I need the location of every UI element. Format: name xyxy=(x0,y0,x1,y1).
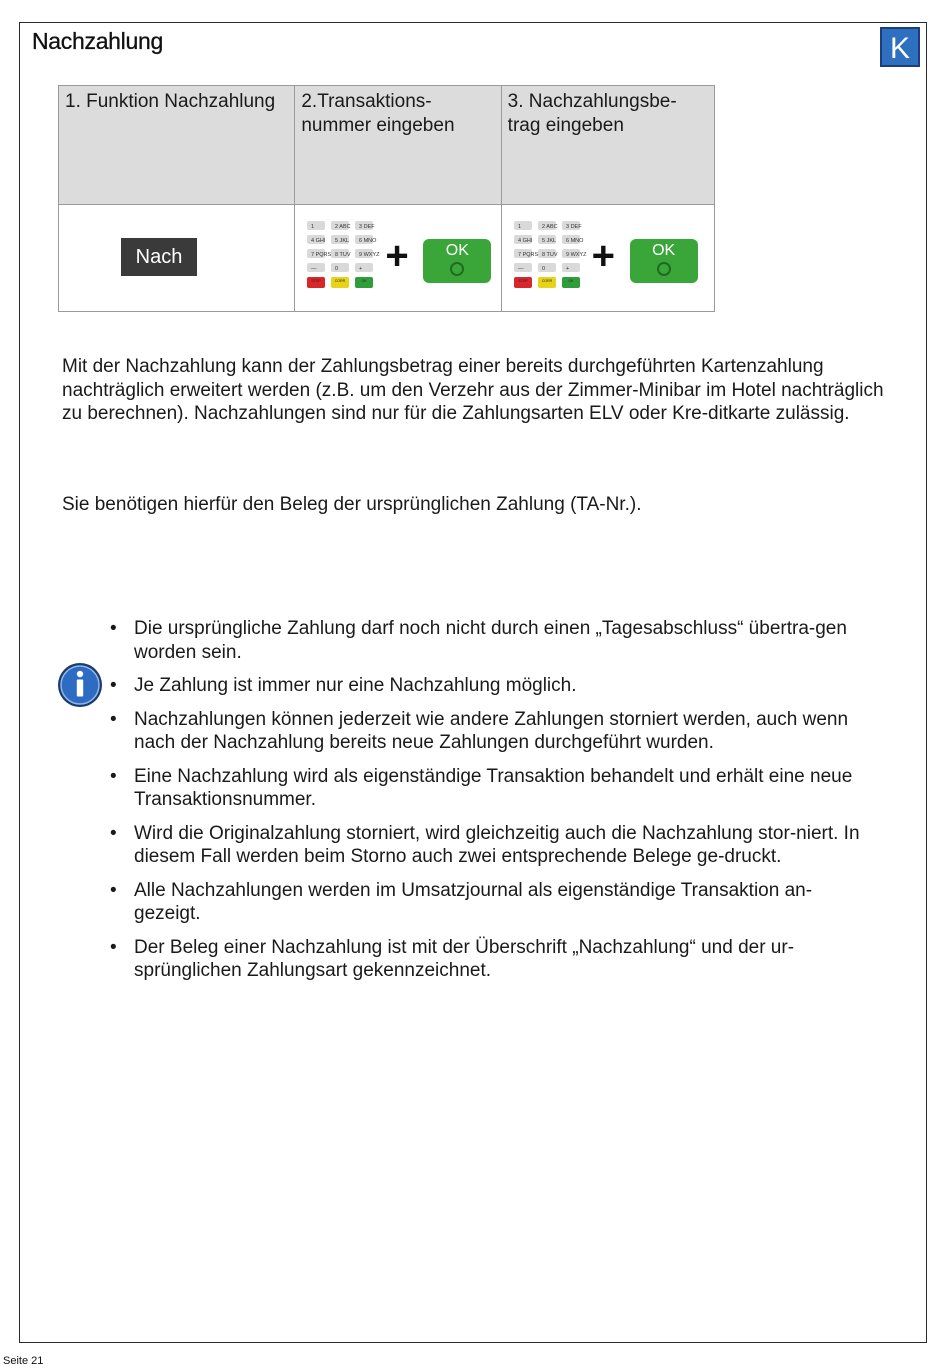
keypad-key-label: 3 DEF xyxy=(359,224,375,230)
keypad-key-label: 8 TUV xyxy=(541,252,558,258)
list-item xyxy=(110,708,870,755)
keypad-key-label: + xyxy=(565,266,569,272)
keypad-key-label: 0 xyxy=(541,266,545,272)
bullet-icon: • xyxy=(110,765,117,787)
page-number: Seite 21 xyxy=(3,1355,44,1367)
step-header-2 xyxy=(295,86,501,205)
bullet-icon: • xyxy=(110,708,117,730)
bullet-icon: • xyxy=(110,936,117,958)
note-text: Alle Nachzahlungen werden im Umsatzjournal als eigenständige Transaktion an-gezeigt. xyxy=(134,879,813,924)
keypad-key-label: 7 PQRS xyxy=(517,252,538,258)
keypad-key-label: 8 TUV xyxy=(335,252,351,258)
ok-ring-icon xyxy=(450,262,464,276)
note-text: Nachzahlungen können jederzeit wie andere Zahlungen storniert werden, auch wenn nach der Nachzahlung bereits neue Zahlungen durchgeführt wurden. xyxy=(134,708,849,753)
list-item xyxy=(110,765,870,812)
list-item xyxy=(110,617,870,664)
keypad-function-key-label: OK xyxy=(361,279,367,283)
keypad-key xyxy=(562,263,580,272)
intro-paragraph: Mit der Nachzahlung kann der Zahlungsbetrag einer bereits durchgeführten Kartenzahlung nachträglich erweitert werden (z.B. um den Verzehr aus der Zimmer-Minibar im Hotel nachträglich zu berechnen). Nachzahlungen sind nur für die Zahlungsarten ELV oder Kre-ditkarte zulässig. xyxy=(62,356,884,424)
requirement-paragraph: Sie benötigen hierfür den Beleg der ursprünglichen Zahlung (TA-Nr.). xyxy=(62,494,642,515)
keypad-key xyxy=(307,221,325,230)
keypad-icon[interactable] xyxy=(305,219,380,291)
keypad-key-label: 2 ABC xyxy=(335,224,351,230)
steps-table xyxy=(58,85,715,312)
logo-letter: K xyxy=(889,32,911,65)
keypad-key-label: — xyxy=(517,266,524,272)
step-image-1 xyxy=(59,205,295,312)
bullet-icon: • xyxy=(110,822,117,844)
keypad-function-key-label: STOP xyxy=(311,279,322,283)
keypad-key xyxy=(331,263,349,272)
bullet-icon: • xyxy=(110,618,117,639)
keypad-key-label: 7 PQRS xyxy=(311,252,332,258)
step-header-3 xyxy=(501,86,714,205)
keypad-key-label: 4 GHI xyxy=(311,238,326,244)
keypad-key xyxy=(355,263,373,272)
bullet-icon: • xyxy=(110,879,117,901)
keypad-key-label: 9 WXYZ xyxy=(359,252,380,258)
keypad-key-label: 6 MNO xyxy=(359,238,377,244)
keypad-icon[interactable] xyxy=(512,219,587,291)
keypad-function-key-label: STOP xyxy=(517,279,528,283)
bullet-icon: • xyxy=(110,675,117,696)
ok-ring-icon xyxy=(657,262,671,276)
list-item xyxy=(110,822,870,869)
step-image-2 xyxy=(295,205,501,312)
keypad-key-label: 2 ABC xyxy=(541,224,558,230)
note-text: Der Beleg einer Nachzahlung ist mit der Überschrift „Nachzahlung“ und der ur-sprünglichen Zahlungsart gekennzeichnet. xyxy=(134,936,795,981)
step-header-2-label: 2.Transaktions- nummer eingeben xyxy=(301,91,455,136)
step-image-3 xyxy=(501,205,714,312)
ok-button-label: OK xyxy=(652,242,676,259)
keypad-key-label: 5 JKL xyxy=(541,238,556,244)
ok-button-label: OK xyxy=(445,242,469,259)
brand-logo xyxy=(880,27,920,67)
keypad-key xyxy=(538,263,556,272)
plus-icon: + xyxy=(385,234,409,278)
list-item xyxy=(110,674,870,698)
keypad-key-label: 1 xyxy=(517,224,521,230)
keypad-key-label: 9 WXYZ xyxy=(565,252,587,258)
list-item xyxy=(110,879,870,926)
info-icon xyxy=(57,662,103,708)
keypad-key-label: 4 GHI xyxy=(517,238,533,244)
list-item xyxy=(110,936,870,983)
keypad-key xyxy=(514,221,532,230)
page-title: Nachzahlung xyxy=(32,28,163,54)
keypad-function-key-label: CORR xyxy=(541,279,552,283)
step-header-1-label: 1. Funktion Nachzahlung xyxy=(65,91,276,112)
step-header-1 xyxy=(59,86,295,205)
note-text: Wird die Originalzahlung storniert, wird gleichzeitig auch die Nachzahlung stor-niert. In diesem Fall werden beim Storno auch zwei entsprechende Belege ge-druckt. xyxy=(134,822,860,867)
step-header-3-label: 3. Nachzahlungsbe- trag eingeben xyxy=(507,91,677,136)
keypad-key-label: — xyxy=(311,266,317,272)
plus-icon: + xyxy=(591,234,616,278)
note-text: Eine Nachzahlung wird als eigenständige Transaktion behandelt und erhält eine neue Transaktionsnummer. xyxy=(134,765,853,810)
keypad-key-label: + xyxy=(359,266,363,272)
keypad-key-label: 3 DEF xyxy=(565,224,582,230)
ok-button[interactable] xyxy=(630,239,698,283)
keypad-key-label: 0 xyxy=(335,266,339,272)
keypad-key-label: 6 MNO xyxy=(565,238,584,244)
notes-list xyxy=(110,617,870,993)
keypad-function-key-label: CORR xyxy=(335,279,346,283)
ok-button[interactable] xyxy=(423,239,491,283)
keypad-key-label: 5 JKL xyxy=(335,238,350,244)
note-text: Je Zahlung ist immer nur eine Nachzahlung möglich. xyxy=(134,675,577,696)
note-text: Die ursprüngliche Zahlung darf noch nicht durch einen „Tagesabschluss“ übertra-gen worden sein. xyxy=(134,618,847,663)
nach-button[interactable]: Nach xyxy=(121,238,197,276)
keypad-key-label: 1 xyxy=(311,224,315,230)
keypad-function-key-label: OK xyxy=(568,279,574,283)
